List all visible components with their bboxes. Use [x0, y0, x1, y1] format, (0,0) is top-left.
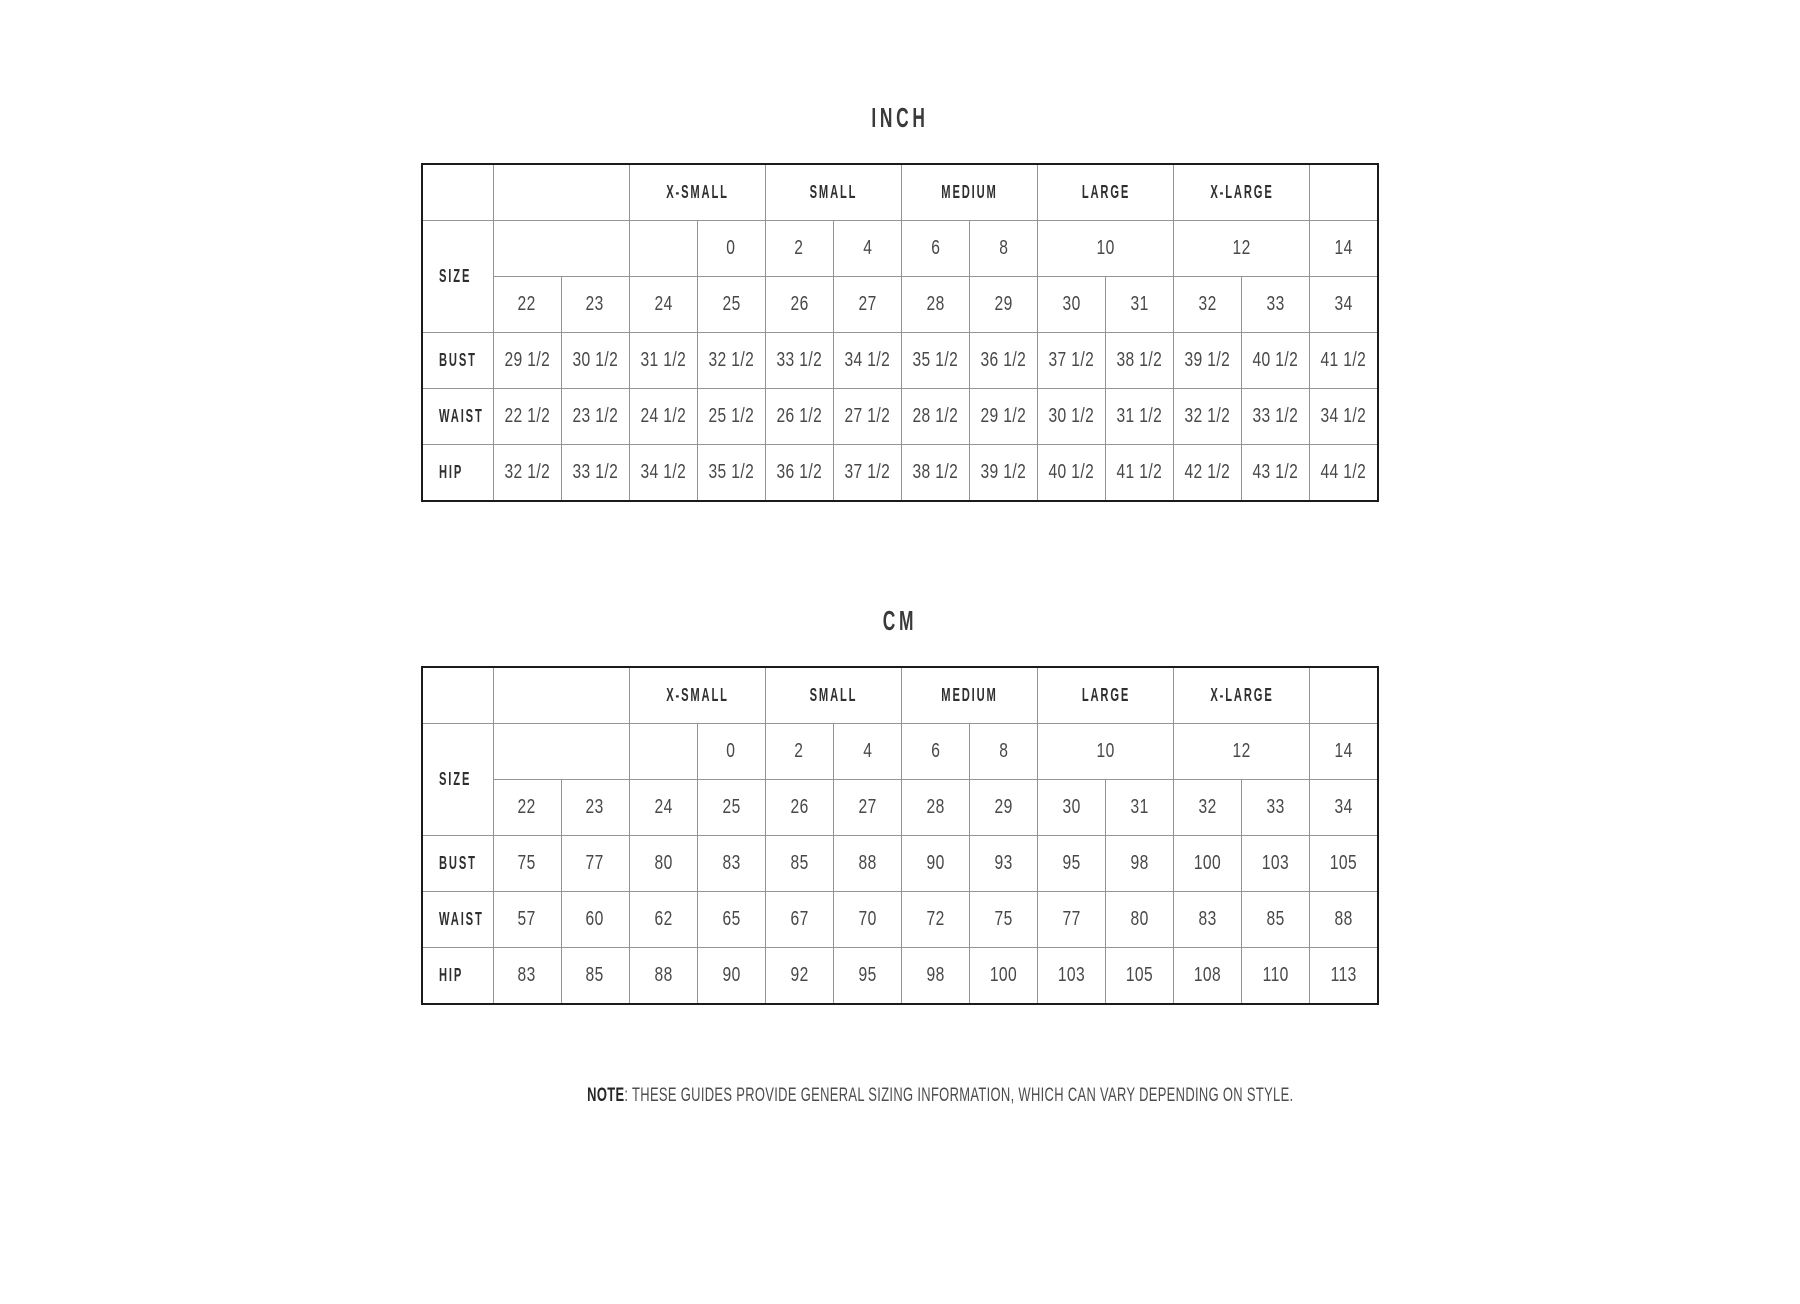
inch-waist-value-size-27 [833, 389, 901, 445]
inch-detail-size-30-text: 30 [1062, 293, 1081, 315]
cm-waist-value-size-25-text: 65 [722, 908, 741, 930]
inch-waist-value-size-28 [901, 389, 969, 445]
inch-bust-value-size-29 [969, 333, 1037, 389]
inch-bust-value-size-33 [1242, 333, 1310, 389]
inch-detail-size-31-text: 31 [1130, 293, 1149, 315]
sizing-note-inner [587, 1085, 1293, 1107]
cm-group-header-medium-text: MEDIUM [941, 685, 998, 705]
inch-detail-size-28 [901, 277, 969, 333]
inch-waist-value-size-31-text: 31 1/2 [1116, 405, 1163, 427]
cm-detail-size-34 [1310, 780, 1378, 836]
cm-detail-size-30-text: 30 [1062, 796, 1081, 818]
inch-bust-value-size-31 [1106, 333, 1174, 389]
cm-group-header-small [765, 667, 901, 724]
cm-hip-value-size-27-text: 95 [858, 964, 877, 986]
inch-bust-value-size-25 [697, 333, 765, 389]
size-guide-page [0, 104, 1800, 1304]
cm-detail-size-23 [561, 780, 629, 836]
inch-numeric-size-6 [901, 221, 969, 277]
inch-group-header-small [765, 164, 901, 221]
cm-waist-value-size-23 [561, 892, 629, 948]
inch-hip-value-size-28 [901, 445, 969, 502]
cm-numeric-size-2-text: 2 [794, 740, 804, 762]
cm-bust-value-size-26-text: 85 [790, 852, 809, 874]
inch-waist-value-size-34-text: 34 1/2 [1320, 405, 1367, 427]
cm-detail-size-30 [1038, 780, 1106, 836]
cm-numeric-size-12 [1174, 724, 1310, 780]
inch-hip-value-size-24 [629, 445, 697, 502]
inch-numeric-size-6-text: 6 [930, 237, 940, 259]
cm-hip-value-size-31-text: 105 [1125, 964, 1154, 986]
inch-hip-value-size-22 [493, 445, 561, 502]
inch-waist-value-size-23 [561, 389, 629, 445]
inch-waist-value-size-22 [493, 389, 561, 445]
inch-bust-value-size-32 [1174, 333, 1242, 389]
inch-bust-value-size-22-text: 29 1/2 [504, 349, 550, 371]
inch-detail-size-29 [969, 277, 1037, 333]
cm-numeric-size-10 [1038, 724, 1174, 780]
inch-numeric-size-12 [1174, 221, 1310, 277]
inch-bust-value-size-31-text: 38 1/2 [1116, 349, 1163, 371]
cm-hip-value-size-28 [901, 948, 969, 1005]
cm-bust-value-size-29-text: 93 [994, 852, 1013, 874]
inch-detail-size-27-text: 27 [858, 293, 877, 315]
inch-waist-value-size-30-text: 30 1/2 [1048, 405, 1095, 427]
inch-group-header-empty [493, 164, 629, 221]
inch-waist-row-label-text: WAIST [439, 406, 484, 426]
inch-waist-value-size-29 [969, 389, 1037, 445]
inch-waist-value-size-34 [1310, 389, 1378, 445]
cm-group-header-large [1038, 667, 1174, 724]
inch-detail-size-29-text: 29 [994, 293, 1013, 315]
cm-corner-cell [422, 667, 493, 724]
inch-hip-value-size-25-text: 35 1/2 [708, 461, 755, 483]
inch-bust-row-label [422, 333, 493, 389]
inch-waist-value-size-28-text: 28 1/2 [912, 405, 959, 427]
cm-detail-size-31-text: 31 [1130, 796, 1149, 818]
cm-hip-row-label-text: HIP [439, 965, 464, 985]
cm-detail-size-22-text: 22 [517, 796, 537, 818]
cm-hip-value-size-34-text: 113 [1330, 964, 1357, 986]
cm-group-header-x-large-text: X-LARGE [1210, 685, 1274, 705]
cm-waist-row-label-text: WAIST [439, 909, 484, 929]
cm-detail-size-29-text: 29 [994, 796, 1013, 818]
inch-detail-size-32 [1174, 277, 1242, 333]
inch-numeric-size-10 [1038, 221, 1174, 277]
inch-detail-size-24-text: 24 [654, 293, 673, 315]
inch-waist-row-label [422, 389, 493, 445]
cm-numeric-size-10-text: 10 [1096, 740, 1115, 762]
cm-waist-value-size-24-text: 62 [654, 908, 673, 930]
cm-bust-value-size-25 [697, 836, 765, 892]
inch-group-header-medium [901, 164, 1037, 221]
cm-hip-value-size-24 [629, 948, 697, 1005]
cm-hip-value-size-23 [561, 948, 629, 1005]
inch-hip-value-size-22-text: 32 1/2 [504, 461, 550, 483]
cm-detail-size-22 [493, 780, 561, 836]
cm-table-title: CM [882, 605, 918, 636]
inch-waist-value-size-32 [1174, 389, 1242, 445]
cm-detail-size-27-text: 27 [858, 796, 877, 818]
inch-waist-value-size-30 [1038, 389, 1106, 445]
cm-waist-value-size-33 [1242, 892, 1310, 948]
inch-section [421, 104, 1379, 502]
cm-bust-value-size-34 [1310, 836, 1378, 892]
inch-bust-value-size-34 [1310, 333, 1378, 389]
inch-hip-value-size-32-text: 42 1/2 [1184, 461, 1231, 483]
inch-waist-value-size-26-text: 26 1/2 [776, 405, 823, 427]
cm-bust-value-size-26 [765, 836, 833, 892]
inch-waist-value-size-26 [765, 389, 833, 445]
cm-bust-value-size-24-text: 80 [654, 852, 673, 874]
cm-group-header-medium [901, 667, 1037, 724]
cm-numeric-size-empty [493, 724, 629, 780]
cm-waist-value-size-29-text: 75 [994, 908, 1013, 930]
inch-group-header-empty [1310, 164, 1378, 221]
cm-detail-size-32 [1174, 780, 1242, 836]
inch-detail-size-32-text: 32 [1198, 293, 1217, 315]
cm-group-header-empty [493, 667, 629, 724]
inch-detail-size-34 [1310, 277, 1378, 333]
inch-numeric-size-14 [1310, 221, 1378, 277]
cm-hip-value-size-29 [969, 948, 1037, 1005]
inch-bust-value-size-22 [493, 333, 561, 389]
inch-waist-value-size-23-text: 23 1/2 [572, 405, 618, 427]
inch-detail-size-26 [765, 277, 833, 333]
cm-group-header-empty [1310, 667, 1378, 724]
sizing-note [421, 1085, 1379, 1107]
cm-numeric-size-8 [969, 724, 1037, 780]
inch-hip-value-size-23 [561, 445, 629, 502]
cm-waist-value-size-34 [1310, 892, 1378, 948]
cm-hip-value-size-33 [1242, 948, 1310, 1005]
cm-detail-size-31 [1106, 780, 1174, 836]
inch-hip-value-size-23-text: 33 1/2 [572, 461, 618, 483]
cm-waist-value-size-26-text: 67 [790, 908, 809, 930]
inch-hip-value-size-30 [1038, 445, 1106, 502]
inch-hip-value-size-33-text: 43 1/2 [1252, 461, 1299, 483]
inch-hip-value-size-27-text: 37 1/2 [844, 461, 891, 483]
inch-bust-row-label-text: BUST [439, 350, 477, 370]
cm-waist-value-size-24 [629, 892, 697, 948]
cm-detail-size-29 [969, 780, 1037, 836]
inch-numeric-size-0-text: 0 [726, 237, 736, 259]
cm-size-row-label-text: SIZE [439, 769, 472, 789]
cm-bust-value-size-32-text: 100 [1194, 852, 1222, 874]
cm-detail-size-33-text: 33 [1266, 796, 1285, 818]
cm-waist-value-size-29 [969, 892, 1037, 948]
inch-detail-size-25-text: 25 [722, 293, 741, 315]
inch-numeric-size-2-text: 2 [794, 237, 804, 259]
cm-hip-value-size-22-text: 83 [517, 964, 537, 986]
inch-numeric-size-8 [969, 221, 1037, 277]
size-table-inch [421, 163, 1379, 502]
cm-bust-value-size-24 [629, 836, 697, 892]
inch-waist-value-size-33-text: 33 1/2 [1252, 405, 1299, 427]
inch-size-table-mount [421, 163, 1379, 502]
note-label: NOTE [587, 1085, 625, 1106]
cm-hip-value-size-30-text: 103 [1057, 964, 1086, 986]
inch-group-header-x-small [629, 164, 765, 221]
cm-bust-row-label [422, 836, 493, 892]
cm-bust-value-size-27 [833, 836, 901, 892]
inch-detail-size-25 [697, 277, 765, 333]
inch-numeric-size-10-text: 10 [1096, 237, 1115, 259]
inch-hip-value-size-34 [1310, 445, 1378, 502]
inch-detail-size-22 [493, 277, 561, 333]
cm-hip-row-label [422, 948, 493, 1005]
cm-group-header-x-small-text: X-SMALL [665, 685, 729, 705]
cm-bust-value-size-33 [1242, 836, 1310, 892]
cm-waist-value-size-32-text: 83 [1198, 908, 1217, 930]
inch-hip-value-size-29-text: 39 1/2 [980, 461, 1027, 483]
cm-waist-value-size-31 [1106, 892, 1174, 948]
inch-detail-size-27 [833, 277, 901, 333]
inch-detail-size-34-text: 34 [1334, 293, 1353, 315]
inch-bust-value-size-27 [833, 333, 901, 389]
cm-bust-value-size-22 [493, 836, 561, 892]
size-guide [421, 104, 1379, 1107]
cm-detail-size-33 [1242, 780, 1310, 836]
cm-numeric-size-empty [629, 724, 697, 780]
inch-detail-size-31 [1106, 277, 1174, 333]
inch-bust-value-size-28 [901, 333, 969, 389]
cm-detail-size-32-text: 32 [1198, 796, 1217, 818]
inch-bust-value-size-28-text: 35 1/2 [912, 349, 959, 371]
cm-detail-size-26-text: 26 [790, 796, 809, 818]
inch-waist-value-size-22-text: 22 1/2 [504, 405, 550, 427]
inch-table-title: INCH [871, 102, 929, 133]
inch-numeric-size-2 [765, 221, 833, 277]
cm-numeric-size-2 [765, 724, 833, 780]
cm-hip-value-size-30 [1038, 948, 1106, 1005]
cm-bust-value-size-23 [561, 836, 629, 892]
inch-waist-value-size-33 [1242, 389, 1310, 445]
inch-bust-value-size-26 [765, 333, 833, 389]
inch-bust-value-size-25-text: 32 1/2 [708, 349, 755, 371]
inch-group-header-x-small-text: X-SMALL [665, 182, 729, 202]
inch-numeric-size-0 [697, 221, 765, 277]
cm-hip-value-size-25 [697, 948, 765, 1005]
inch-detail-size-24 [629, 277, 697, 333]
inch-waist-value-size-25-text: 25 1/2 [708, 405, 755, 427]
cm-bust-value-size-28 [901, 836, 969, 892]
inch-hip-value-size-31 [1106, 445, 1174, 502]
cm-group-header-x-large [1174, 667, 1310, 724]
inch-bust-value-size-32-text: 39 1/2 [1184, 349, 1231, 371]
cm-bust-row-label-text: BUST [439, 853, 477, 873]
cm-hip-value-size-26 [765, 948, 833, 1005]
cm-detail-size-23-text: 23 [586, 796, 605, 818]
cm-numeric-size-12-text: 12 [1232, 740, 1251, 762]
inch-numeric-size-4 [833, 221, 901, 277]
cm-bust-value-size-30-text: 95 [1062, 852, 1081, 874]
inch-bust-value-size-34-text: 41 1/2 [1320, 349, 1367, 371]
cm-hip-value-size-31 [1106, 948, 1174, 1005]
cm-numeric-size-8-text: 8 [998, 740, 1009, 762]
inch-detail-size-28-text: 28 [926, 293, 945, 315]
cm-waist-value-size-33-text: 85 [1266, 908, 1285, 930]
cm-detail-size-26 [765, 780, 833, 836]
cm-bust-value-size-29 [969, 836, 1037, 892]
cm-numeric-size-14 [1310, 724, 1378, 780]
inch-detail-size-22-text: 22 [517, 293, 537, 315]
inch-bust-value-size-30 [1038, 333, 1106, 389]
cm-hip-value-size-22 [493, 948, 561, 1005]
inch-bust-value-size-23 [561, 333, 629, 389]
inch-waist-value-size-27-text: 27 1/2 [844, 405, 891, 427]
cm-size-table-mount [421, 666, 1379, 1005]
inch-waist-value-size-24 [629, 389, 697, 445]
cm-hip-value-size-26-text: 92 [790, 964, 809, 986]
inch-numeric-size-4-text: 4 [862, 237, 872, 259]
inch-numeric-size-14-text: 14 [1334, 237, 1353, 259]
cm-numeric-size-6-text: 6 [930, 740, 940, 762]
cm-bust-value-size-32 [1174, 836, 1242, 892]
inch-hip-value-size-25 [697, 445, 765, 502]
cm-group-header-x-small [629, 667, 765, 724]
inch-waist-value-size-24-text: 24 1/2 [640, 405, 687, 427]
cm-waist-value-size-28 [901, 892, 969, 948]
cm-waist-row-label [422, 892, 493, 948]
inch-numeric-size-12-text: 12 [1232, 237, 1251, 259]
inch-hip-value-size-26 [765, 445, 833, 502]
cm-waist-value-size-34-text: 88 [1334, 908, 1353, 930]
cm-detail-size-28 [901, 780, 969, 836]
inch-bust-value-size-27-text: 34 1/2 [844, 349, 891, 371]
cm-waist-value-size-23-text: 60 [586, 908, 605, 930]
cm-bust-value-size-31-text: 98 [1130, 852, 1149, 874]
inch-numeric-size-empty [493, 221, 629, 277]
inch-group-header-large-text: LARGE [1081, 182, 1130, 202]
cm-detail-size-25 [697, 780, 765, 836]
cm-group-header-small-text: SMALL [809, 685, 858, 705]
inch-detail-size-33 [1242, 277, 1310, 333]
cm-detail-size-25-text: 25 [722, 796, 741, 818]
inch-bust-value-size-24 [629, 333, 697, 389]
cm-bust-value-size-34-text: 105 [1330, 852, 1358, 874]
inch-detail-size-30 [1038, 277, 1106, 333]
inch-bust-value-size-33-text: 40 1/2 [1252, 349, 1299, 371]
cm-hip-value-size-29-text: 100 [989, 964, 1018, 986]
inch-bust-value-size-24-text: 31 1/2 [640, 349, 687, 371]
inch-detail-size-33-text: 33 [1266, 293, 1285, 315]
cm-bust-value-size-27-text: 88 [858, 852, 877, 874]
size-table-cm [421, 666, 1379, 1005]
inch-hip-value-size-32 [1174, 445, 1242, 502]
inch-hip-value-size-31-text: 41 1/2 [1116, 461, 1163, 483]
inch-bust-value-size-26-text: 33 1/2 [776, 349, 823, 371]
cm-bust-value-size-23-text: 77 [586, 852, 605, 874]
inch-waist-value-size-32-text: 32 1/2 [1184, 405, 1231, 427]
inch-hip-value-size-24-text: 34 1/2 [640, 461, 687, 483]
inch-group-header-large [1038, 164, 1174, 221]
cm-bust-value-size-22-text: 75 [517, 852, 537, 874]
cm-bust-value-size-33-text: 103 [1262, 852, 1290, 874]
inch-hip-row-label-text: HIP [439, 462, 464, 482]
cm-hip-value-size-34 [1310, 948, 1378, 1005]
cm-bust-value-size-31 [1106, 836, 1174, 892]
cm-detail-size-24-text: 24 [654, 796, 673, 818]
cm-section [421, 607, 1379, 1005]
cm-numeric-size-0-text: 0 [726, 740, 736, 762]
cm-detail-size-28-text: 28 [926, 796, 945, 818]
inch-group-header-x-large-text: X-LARGE [1210, 182, 1274, 202]
inch-hip-value-size-33 [1242, 445, 1310, 502]
cm-hip-value-size-27 [833, 948, 901, 1005]
cm-waist-value-size-25 [697, 892, 765, 948]
inch-group-header-small-text: SMALL [809, 182, 858, 202]
inch-group-header-x-large [1174, 164, 1310, 221]
cm-numeric-size-4-text: 4 [862, 740, 872, 762]
inch-detail-size-26-text: 26 [790, 293, 809, 315]
inch-detail-size-23 [561, 277, 629, 333]
cm-waist-value-size-30 [1038, 892, 1106, 948]
inch-waist-value-size-25 [697, 389, 765, 445]
cm-detail-size-27 [833, 780, 901, 836]
cm-waist-value-size-32 [1174, 892, 1242, 948]
cm-numeric-size-6 [901, 724, 969, 780]
cm-hip-value-size-32 [1174, 948, 1242, 1005]
cm-waist-value-size-30-text: 77 [1062, 908, 1081, 930]
cm-hip-value-size-32-text: 108 [1194, 964, 1222, 986]
inch-hip-value-size-28-text: 38 1/2 [912, 461, 959, 483]
inch-hip-value-size-27 [833, 445, 901, 502]
cm-numeric-size-0 [697, 724, 765, 780]
inch-corner-cell [422, 164, 493, 221]
inch-group-header-medium-text: MEDIUM [941, 182, 998, 202]
cm-bust-value-size-30 [1038, 836, 1106, 892]
cm-waist-value-size-31-text: 80 [1130, 908, 1149, 930]
cm-group-header-large-text: LARGE [1081, 685, 1130, 705]
cm-numeric-size-4 [833, 724, 901, 780]
inch-bust-value-size-23-text: 30 1/2 [572, 349, 618, 371]
cm-size-row-label [422, 724, 493, 836]
cm-waist-value-size-27 [833, 892, 901, 948]
cm-waist-value-size-26 [765, 892, 833, 948]
cm-hip-value-size-23-text: 85 [586, 964, 605, 986]
cm-waist-value-size-22-text: 57 [517, 908, 537, 930]
cm-hip-value-size-33-text: 110 [1262, 964, 1289, 986]
cm-detail-size-24 [629, 780, 697, 836]
cm-detail-size-34-text: 34 [1334, 796, 1353, 818]
inch-size-row-label-text: SIZE [439, 266, 472, 286]
cm-bust-value-size-28-text: 90 [926, 852, 945, 874]
inch-hip-row-label [422, 445, 493, 502]
inch-size-row-label [422, 221, 493, 333]
inch-hip-value-size-29 [969, 445, 1037, 502]
inch-numeric-size-empty [629, 221, 697, 277]
inch-bust-value-size-30-text: 37 1/2 [1048, 349, 1095, 371]
inch-hip-value-size-26-text: 36 1/2 [776, 461, 823, 483]
inch-waist-value-size-29-text: 29 1/2 [980, 405, 1027, 427]
cm-numeric-size-14-text: 14 [1334, 740, 1353, 762]
inch-detail-size-23-text: 23 [586, 293, 605, 315]
inch-waist-value-size-31 [1106, 389, 1174, 445]
inch-bust-value-size-29-text: 36 1/2 [980, 349, 1027, 371]
inch-hip-value-size-34-text: 44 1/2 [1320, 461, 1367, 483]
cm-hip-value-size-24-text: 88 [654, 964, 673, 986]
note-text: : THESE GUIDES PROVIDE GENERAL SIZING INFORMATION, WHICH CAN VARY DEPENDING ON STYLE. [624, 1085, 1294, 1106]
cm-hip-value-size-28-text: 98 [926, 964, 945, 986]
cm-waist-value-size-28-text: 72 [926, 908, 945, 930]
inch-hip-value-size-30-text: 40 1/2 [1048, 461, 1095, 483]
inch-numeric-size-8-text: 8 [998, 237, 1009, 259]
cm-hip-value-size-25-text: 90 [722, 964, 741, 986]
cm-waist-value-size-27-text: 70 [858, 908, 877, 930]
cm-bust-value-size-25-text: 83 [722, 852, 741, 874]
